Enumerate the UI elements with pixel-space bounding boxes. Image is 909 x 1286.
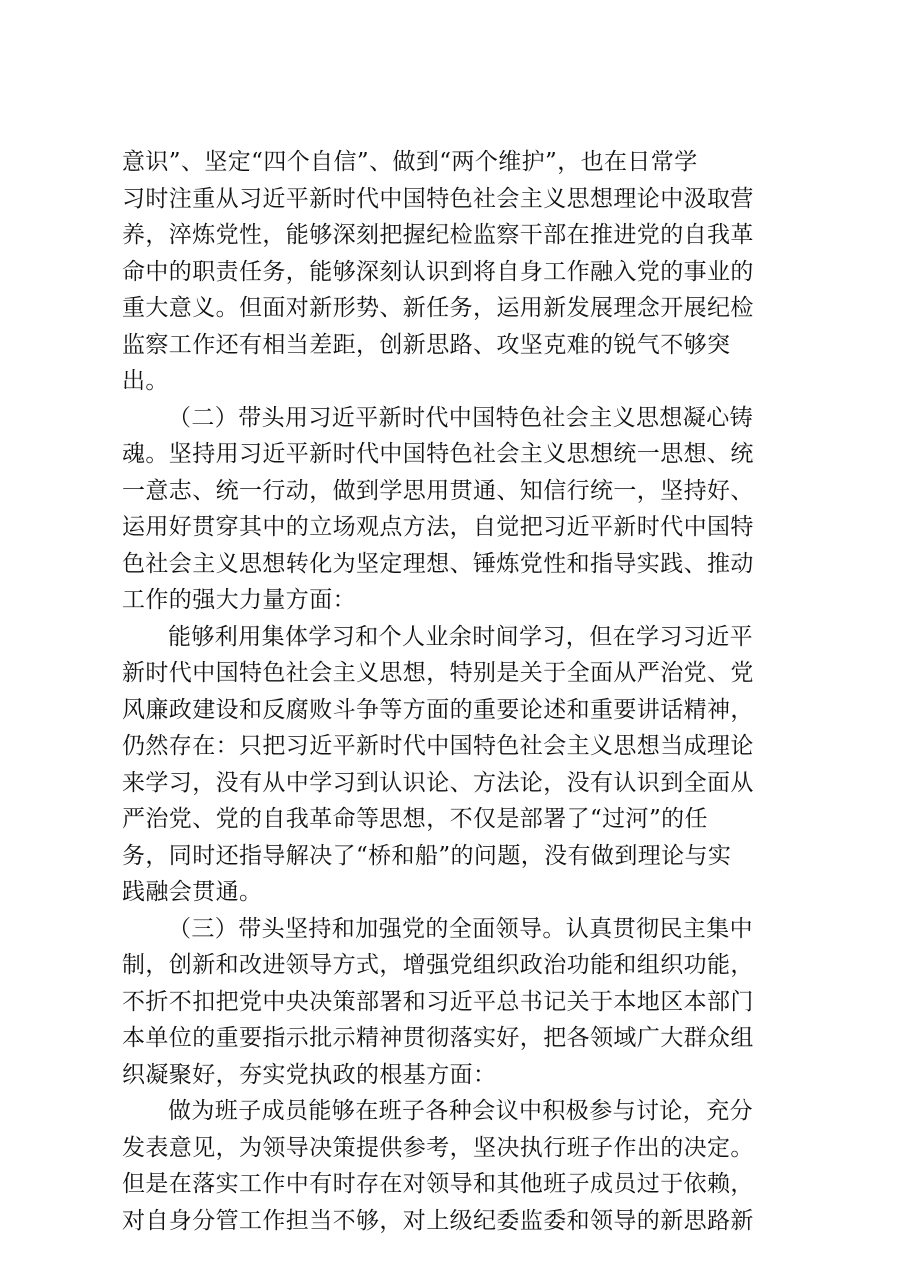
text-line: （二）带头用习近平新时代中国特色社会主义思想凝心铸 (168, 404, 753, 431)
text-line: 不折不扣把党中央决策部署和习近平总书记关于本地区本部门 (122, 988, 754, 1015)
paragraph-2 (122, 400, 798, 619)
text-line: 发表意见，为领导决策提供参考，坚决执行班子作出的决定。 (122, 1134, 754, 1161)
text-line: （三）带头坚持和加强党的全面领导。认真贯彻民主集中 (168, 915, 753, 942)
text-line: 风廉政建设和反腐败斗争等方面的重要论述和重要讲话精神， (122, 696, 754, 723)
text-line: 一意志、统一行动，做到学思用贯通、知信行统一，坚持好、 (122, 477, 754, 504)
text-line: 务，同时还指导解决了“桥和船”的问题，没有做到理论与实 (122, 842, 732, 869)
text-line: 意识”、坚定“四个自信”、做到“两个维护”，也在日常学 (122, 149, 698, 175)
text-line: 织凝聚好，夯实党执政的根基方面： (122, 1061, 497, 1088)
text-line: 养，淬炼党性，能够深刻把握纪检监察干部在推进党的自我革 (122, 222, 754, 248)
text-line: 命中的职责任务，能够深刻认识到将自身工作融入党的事业的 (122, 258, 754, 285)
text-line: 习时注重从习近平新时代中国特色社会主义思想理论中汲取营 (122, 185, 754, 212)
paragraph-3 (122, 619, 798, 911)
text-line: 本单位的重要指示批示精神贯彻落实好，把各领域广大群众组 (122, 1025, 754, 1051)
text-line: 来学习，没有从中学习到认识论、方法论，没有认识到全面从 (122, 769, 754, 796)
paragraph-4 (122, 911, 798, 1094)
text-line: 能够利用集体学习和个人业余时间学习，但在学习习近平 (168, 623, 753, 650)
text-line: 严治党、党的自我革命等思想，不仅是部署了“过河”的任 (122, 806, 708, 832)
text-line: 魂。坚持用习近平新时代中国特色社会主义思想统一思想、统 (122, 441, 754, 467)
text-line: 仍然存在：只把习近平新时代中国特色社会主义思想当成理论 (122, 733, 754, 759)
paragraph-5 (122, 1093, 798, 1239)
text-line: 做为班子成员能够在班子各种会议中积极参与讨论，充分 (168, 1098, 753, 1124)
text-line: 工作的强大力量方面： (122, 587, 356, 613)
text-line: 运用好贯穿其中的立场观点方法，自觉把习近平新时代中国特 (122, 514, 754, 540)
text-line: 但是在落实工作中有时存在对领导和其他班子成员过于依赖， (122, 1171, 754, 1197)
text-line: 监察工作还有相当差距，创新思路、攻坚克难的锐气不够突 (122, 331, 731, 358)
document-body (122, 144, 798, 1239)
text-line: 制，创新和改进领导方式，增强党组织政治功能和组织功能， (122, 952, 754, 978)
text-line: 对自身分管工作担当不够，对上级纪委监委和领导的新思路新 (122, 1207, 754, 1234)
text-line: 践融会贯通。 (122, 879, 263, 905)
text-line: 重大意义。但面对新形势、新任务，运用新发展理念开展纪检 (122, 295, 754, 321)
paragraph-1 (122, 144, 798, 400)
text-line: 色社会主义思想转化为坚定理想、锤炼党性和指导实践、推动 (122, 550, 754, 577)
text-line: 新时代中国特色社会主义思想，特别是关于全面从严治党、党 (122, 660, 754, 686)
text-line: 出。 (122, 368, 169, 394)
